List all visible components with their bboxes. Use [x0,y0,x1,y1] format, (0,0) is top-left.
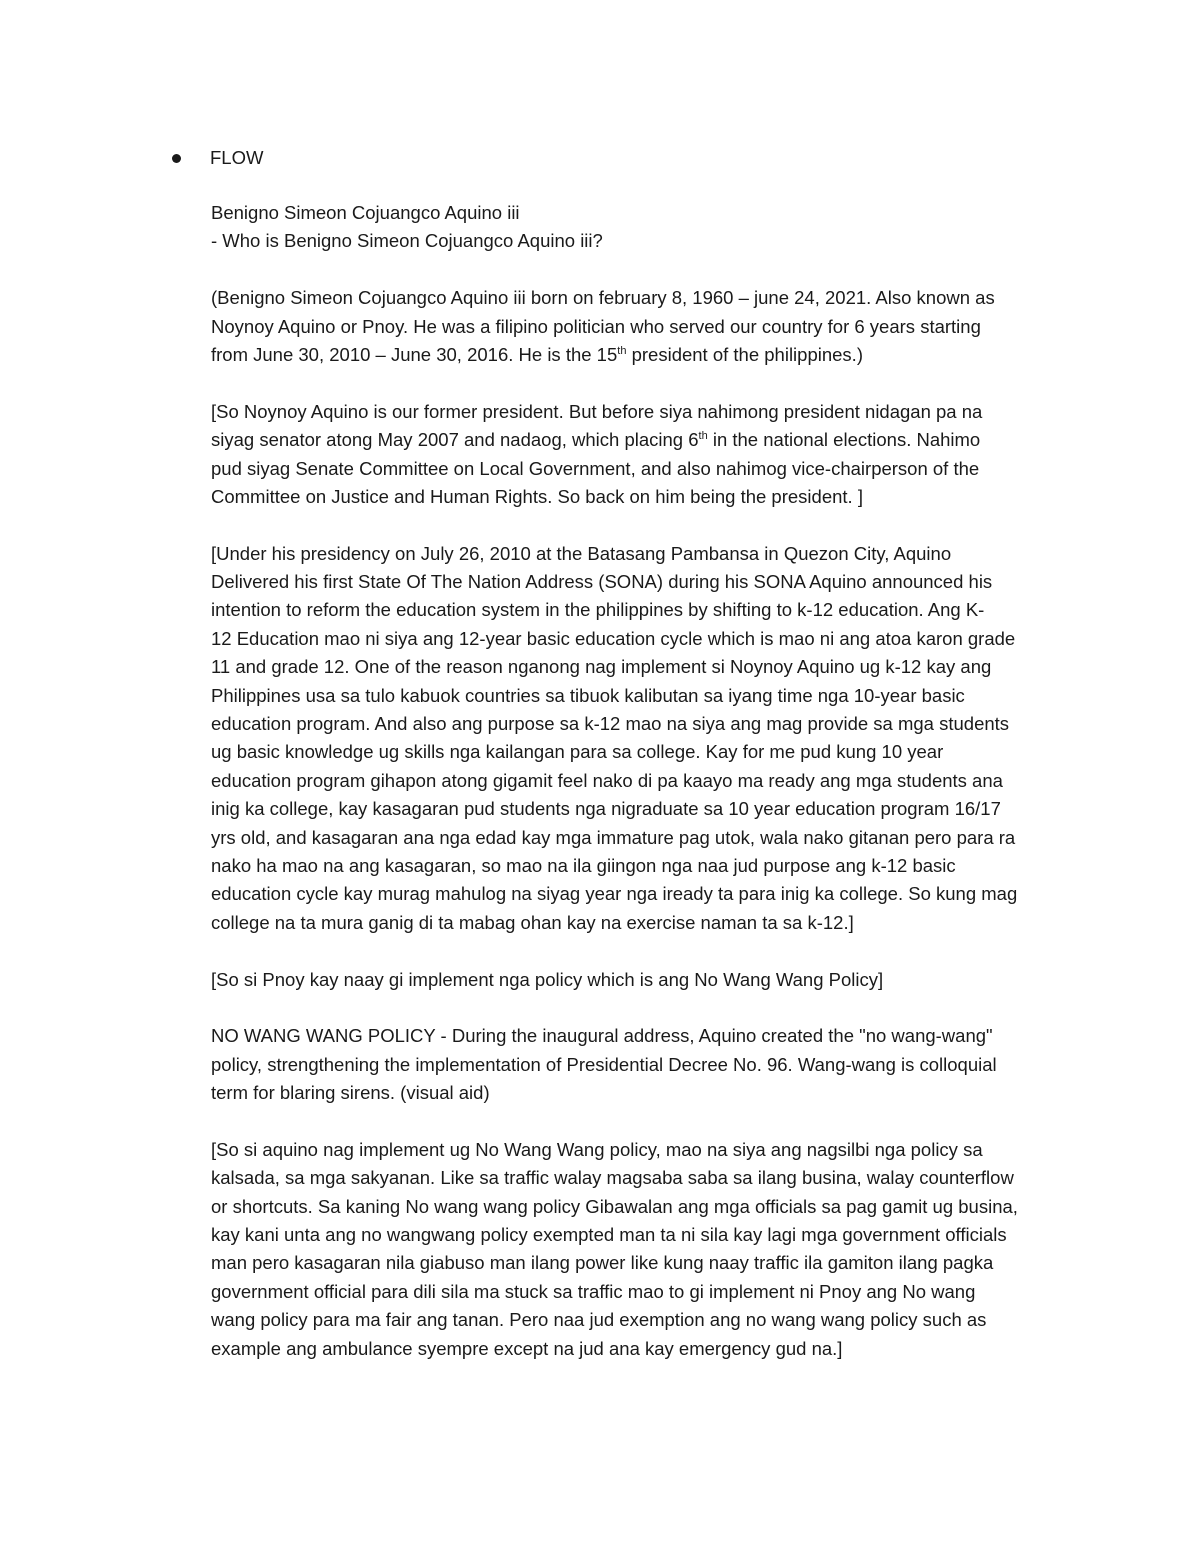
ordinal-suffix: th [698,430,708,443]
policy-explanation-line: wang policy para ma fair ang tanan. Pero naa jud exemption ang no wang wang policy such as [211,1309,987,1331]
senator-line: Committee on Justice and Human Rights. So back on him being the president. ] [211,485,863,507]
senator-text: in the national elections. Nahimo [707,429,981,451]
bio-text: from June 30, 2010 – June 30, 2016. He is the 15 [211,343,618,365]
policy-explanation-line: government official para dili sila ma stuck sa traffic mao to gi implement ni Pnoy ang No wang [211,1280,976,1302]
policy-explanation-line: kalsada, sa mga sakyanan. Like sa traffic walay magsaba saba sa ilang busina, walay counterflow [211,1167,1014,1189]
senator-line [211,426,1071,454]
paragraph-gap [211,511,1071,539]
policy-explanation-line: example ang ambulance syempre except na jud ana kay emergency gud na.] [211,1337,843,1359]
k12-line: inig ka college, kay kasagaran pud students nga nigraduate sa 10 year education program 16/17 [211,798,1001,820]
k12-line: education cycle kay murag mahulog na siyag year nga iready ta para inig ka college. So kung mag [211,883,1018,905]
document-body [211,199,1071,1363]
policy-definition-paragraph [211,1022,1071,1107]
paragraph-gap [211,994,1071,1022]
paragraph-gap [211,937,1071,965]
policy-explanation-line: man pero kasagaran nila giabuso man ilang power like kung naay traffic ila gamiton ilang pagka [211,1252,994,1274]
bullet-icon [172,154,181,163]
k12-line: college na ta mura ganig di ta mabag ohan kay na exercise naman ta sa k-12.] [211,911,854,933]
paragraph-gap [211,256,1071,284]
k12-line: nako ha mao na ang kasagaran, so mao na ila giingon nga naa jud purpose ang k-12 basic [211,854,956,876]
k12-line: Delivered his first State Of The Nation Address (SONA) during his SONA Aquino announced his [211,571,993,593]
k12-line: education program. And also ang purpose sa k-12 mao na siya ang mag provide sa mga students [211,713,1010,735]
ordinal-suffix: th [617,344,627,357]
senator-line: [So Noynoy Aquino is our former president. But before siya nahimong president nidagan pa na [211,400,983,422]
bullet-label: FLOW [210,147,264,168]
paragraph-gap [211,369,1071,397]
policy-explanation-line: [So si aquino nag implement ug No Wang Wang policy, mao na siya ang nagsilbi nga policy sa [211,1138,983,1160]
policy-explanation-paragraph [211,1136,1071,1363]
k12-line: 12 Education mao ni siya ang 12-year basic education cycle which is mao ni ang atoa karon grade [211,627,1016,649]
policy-intro-line: [So si Pnoy kay naay gi implement nga policy which is ang No Wang Wang Policy] [211,968,884,990]
k12-line: [Under his presidency on July 26, 2010 at the Batasang Pambansa in Quezon City, Aquino [211,542,952,564]
policy-explanation-line: or shortcuts. Sa kaning No wang wang policy Gibawalan ang mga officials sa pag gamit ug busina, [211,1195,1018,1217]
policy-intro-paragraph [211,966,1071,994]
k12-line: intention to reform the education system in the philippines by shifting to k-12 education. Ang K- [211,599,985,621]
heading-block [211,199,1071,256]
document-question: - Who is Benigno Simeon Cojuangco Aquino iii? [211,230,603,252]
bio-text: president of the philippines.) [626,343,863,365]
bio-line [211,341,1071,369]
senator-paragraph [211,398,1071,512]
policy-explanation-line: kay kani unta ang no wangwang policy exempted man ta ni sila kay lagi mga government officials [211,1224,1007,1246]
senator-text: siyag senator atong May 2007 and nadaog, which placing 6 [211,429,699,451]
k12-line: ug basic knowledge ug skills nga kailangan para sa college. Kay for me pud kung 10 year [211,741,944,763]
paragraph-gap [211,1108,1071,1136]
k12-line: education program gihapon atong gigamit feel nako di pa kaayo ma ready ang mga students ana [211,769,1003,791]
bio-line: (Benigno Simeon Cojuangco Aquino iii born on february 8, 1960 – june 24, 2021. Also known as [211,287,995,309]
bio-paragraph [211,284,1071,369]
bio-line: Noynoy Aquino or Pnoy. He was a filipino politician who served our country for 6 years starting [211,315,981,337]
k12-line: yrs old, and kasagaran ana nga edad kay mga immature pag utok, wala nako gitanan pero para ra [211,826,1016,848]
policy-definition-line: NO WANG WANG POLICY - During the inaugural address, Aquino created the "no wang-wang" [211,1025,993,1047]
bullet-item [172,144,264,172]
k12-line: 11 and grade 12. One of the reason nganong nag implement si Noynoy Aquino ug k-12 kay ang [211,656,992,678]
policy-definition-line: term for blaring sirens. (visual aid) [211,1082,490,1104]
senator-line: pud siyag Senate Committee on Local Government, and also nahimog vice-chairperson of the [211,457,980,479]
k12-line: Philippines usa sa tulo kabuok countries sa tibuok kalibutan sa iyang time nga 10-year basic [211,684,965,706]
document-title: Benigno Simeon Cojuangco Aquino iii [211,202,520,223]
policy-definition-line: policy, strengthening the implementation of Presidential Decree No. 96. Wang-wang is colloquial [211,1053,997,1075]
k12-paragraph [211,540,1071,937]
